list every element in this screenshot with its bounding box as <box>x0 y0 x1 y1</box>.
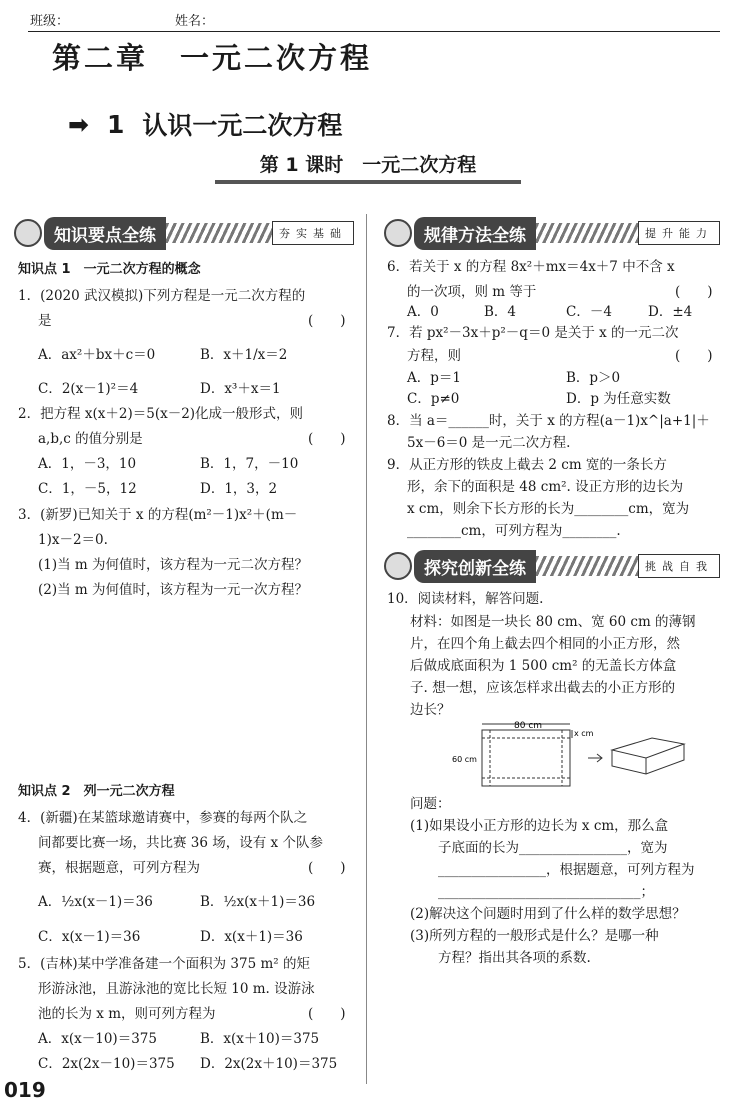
q2-option-b: B．1，7，－10 <box>200 456 299 472</box>
hatch-decoration <box>536 556 638 576</box>
q1-line2: 是 <box>38 313 52 329</box>
q10-line3: 片，在四个角上截去四个相同的小正方形，然 <box>410 636 680 652</box>
page-number: 019 <box>4 1078 46 1102</box>
q1-option-b: B．x＋1/x＝2 <box>200 347 288 363</box>
class-label: 班级： <box>30 14 70 29</box>
q10-question-label: 问题： <box>410 796 451 812</box>
lesson-title: 第 1 课时 一元二次方程 <box>259 154 477 176</box>
q7-option-c: C．p≠0 <box>407 391 460 407</box>
q5-option-c: C．2x(2x－10)＝375 <box>38 1056 175 1072</box>
q3-line1: 3．(新罗)已知关于 x 的方程(m²－1)x²＋(m－ <box>18 507 298 523</box>
q7-option-a: A．p＝1 <box>407 370 461 386</box>
q9-line4: ________cm，可列方程为________. <box>407 523 621 539</box>
name-label: 姓名： <box>175 14 215 29</box>
answer-paren: ( ) <box>308 431 346 447</box>
q7-option-b: B．p＞0 <box>566 370 621 386</box>
q3-part1: (1)当 m 为何值时，该方程为一元二次方程？ <box>38 557 309 573</box>
q5-option-b: B．x(x＋10)＝375 <box>200 1031 320 1047</box>
q4-line3: 赛，根据题意，可列方程为 <box>38 860 200 876</box>
fig-x-label: x cm <box>574 729 594 738</box>
q1-option-d: D．x³＋x＝1 <box>200 381 281 397</box>
q10-part2: (2)解决这个问题时用到了什么样的数学思想？ <box>410 906 686 922</box>
q10-part1-line2: 子底面的长为________________，宽为 <box>438 840 668 856</box>
steel-sheet-figure <box>452 718 702 798</box>
q4-option-a: A．½x(x－1)＝36 <box>38 894 153 910</box>
q3-part2: (2)当 m 为何值时，该方程为一元一次方程？ <box>38 582 309 598</box>
lesson-underline <box>215 180 521 184</box>
answer-paren: ( ) <box>308 1006 346 1022</box>
answer-paren: ( ) <box>308 860 346 876</box>
q4-option-b: B．½x(x＋1)＝36 <box>200 894 316 910</box>
q8-line2: 5x－6＝0 是一元二次方程. <box>407 435 571 451</box>
q2-line1: 2．把方程 x(x＋2)＝5(x－2)化成一般形式，则 <box>18 406 304 422</box>
q10-line2: 材料：如图是一块长 80 cm、宽 60 cm 的薄钢 <box>410 614 696 630</box>
q5-option-a: A．x(x－10)＝375 <box>38 1031 157 1047</box>
sheet-outline <box>482 730 570 786</box>
header-bar <box>0 0 733 32</box>
answer-paren: ( ) <box>675 284 713 300</box>
section-number: 1 <box>106 109 125 139</box>
q1-option-a: A．ax²＋bx＋c＝0 <box>38 347 156 363</box>
column-divider <box>366 214 367 1084</box>
banner-tag: 提升能力 <box>638 221 720 245</box>
mascot-icon <box>384 552 412 580</box>
q5-line1: 5．(吉林)某中学准备建一个面积为 375 m² 的矩 <box>18 956 310 972</box>
q3-line2: 1)x－2＝0. <box>38 532 108 548</box>
q6-option-a: A．0 <box>407 304 439 320</box>
q5-line2: 形游泳池，且游泳池的宽比长短 10 m. 设游泳 <box>38 981 315 997</box>
fig-width-label: 80 cm <box>514 721 543 731</box>
q10-part3-line2: 方程？指出其各项的系数. <box>438 950 591 966</box>
section-title: 认识一元二次方程 <box>142 111 343 140</box>
banner-tag: 夯实基础 <box>272 221 354 245</box>
banner-label: 知识要点全练 <box>44 217 166 250</box>
q7-line1: 7．若 px²－3x＋p²－q＝0 是关于 x 的一元二次 <box>387 325 679 341</box>
header-line <box>28 31 720 32</box>
q10-line6: 边长？ <box>410 702 451 718</box>
q10-part3-line1: (3)所列方程的一般形式是什么？是哪一种 <box>410 928 659 944</box>
q10-line4: 后做成底面积为 1 500 cm² 的无盖长方体盒 <box>410 658 677 674</box>
box-top <box>612 738 684 758</box>
q2-line2: a,b,c 的值分别是 <box>38 431 143 447</box>
q10-part1-line3: ________________，根据题意，可列方程为 <box>438 862 695 878</box>
q6-line1: 6．若关于 x 的方程 8x²＋mx＝4x＋7 中不含 x <box>387 259 675 275</box>
q10-part1-line1: (1)如果设小正方形的边长为 x cm，那么盒 <box>410 818 669 834</box>
answer-paren: ( ) <box>675 348 713 364</box>
hatch-decoration <box>536 223 638 243</box>
banner-knowledge <box>14 218 354 248</box>
answer-paren: ( ) <box>308 313 346 329</box>
mascot-icon <box>14 219 42 247</box>
q7-line2: 方程，则 <box>407 348 461 364</box>
q7-option-d: D．p 为任意实数 <box>566 391 671 407</box>
q1-line1: 1．(2020 武汉模拟)下列方程是一元二次方程的 <box>18 288 306 304</box>
q5-line3: 池的长为 x m，则可列方程为 <box>38 1006 216 1022</box>
mascot-icon <box>384 219 412 247</box>
q6-option-c: C．－4 <box>566 304 612 320</box>
q9-line3: x cm，则余下长方形的长为________cm，宽为 <box>407 501 690 517</box>
q9-line1: 9．从正方形的铁皮上截去 2 cm 宽的一条长方 <box>387 457 667 473</box>
q4-line1: 4．(新疆)在某篮球邀请赛中，参赛的每两个队之 <box>18 810 308 826</box>
q8-line1: 8．当 a＝______时，关于 x 的方程(a－1)x^|a+1|＋ <box>387 413 710 429</box>
q10-line5: 子. 想一想，应该怎样求出截去的小正方形的 <box>410 680 676 696</box>
banner-explore <box>384 551 720 581</box>
banner-label: 探究创新全练 <box>414 550 536 583</box>
hatch-decoration <box>166 223 272 243</box>
kp1-heading: 知识点 1 一元二次方程的概念 <box>18 262 201 277</box>
arrow-icon: ➡ <box>68 109 89 139</box>
banner-label: 规律方法全练 <box>414 217 536 250</box>
section-heading <box>68 106 342 142</box>
q10-line1: 10．阅读材料，解答问题. <box>387 591 544 607</box>
kp2-heading: 知识点 2 列一元二次方程 <box>18 784 175 799</box>
fig-height-label: 60 cm <box>452 755 477 764</box>
q2-option-c: C．1，－5，12 <box>38 481 137 497</box>
q4-line2: 间都要比赛一场，共比赛 36 场，设有 x 个队参 <box>38 835 323 851</box>
q2-option-d: D．1，3，2 <box>200 481 278 497</box>
q1-option-c: C．2(x－1)²＝4 <box>38 381 139 397</box>
banner-tag: 挑战自我 <box>638 554 720 578</box>
q2-option-a: A．1，－3，10 <box>38 456 137 472</box>
chapter-title: 第二章 一元二次方程 <box>52 41 373 75</box>
banner-method <box>384 218 720 248</box>
q4-option-d: D．x(x＋1)＝36 <box>200 929 303 945</box>
q10-part1-line4: ______________________________； <box>438 884 654 900</box>
q6-option-b: B．4 <box>484 304 517 320</box>
q6-line2: 的一次项，则 m 等于 <box>407 284 537 300</box>
q9-line2: 形，余下的面积是 48 cm². 设正方形的边长为 <box>407 479 684 495</box>
q4-option-c: C．x(x－1)＝36 <box>38 929 141 945</box>
q6-option-d: D．±4 <box>648 304 693 320</box>
q5-option-d: D．2x(2x＋10)＝375 <box>200 1056 338 1072</box>
